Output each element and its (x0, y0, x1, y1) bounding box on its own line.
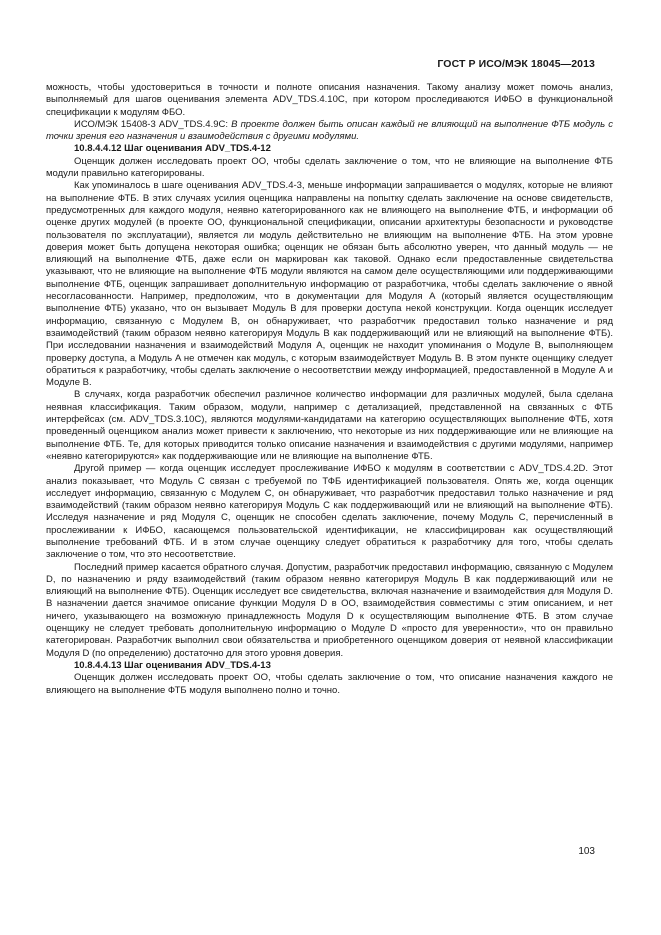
requirement-text: В проекте должен быть описан каждый не влияющий на выполнение ФТБ модуль с точки зрения его назначения и взаимодействия с другими модулями. (46, 118, 613, 143)
paragraph: Оценщик должен исследовать проект ОО, чтобы сделать заключение о том, что не влияющие на выполнение ФТБ модули правильно категорированы. (46, 155, 613, 180)
paragraph: Последний пример касается обратного случая. Допустим, разработчик предоставил информацию, связанную с Модулем D, по назначению и ряду взаимодействий (таким образом неявно категорируя Модуль B как поддерживающий или не влияющий на выполнение ФТБ). Оценщик исследует все свидетельства, включая назначение и взаимодействия для Модуля D. В назначении дается значимое описание функции Модуля D в ОО, взаимодействия совместимы с этим описанием, и нет ничего, указывающего на возможную принадлежность Модуля D к осуществляющим выполнение ФТБ. В этом случае оценщику не следует требовать дополнительную информацию о Модуле D «просто для уверенности», что он правильно категорирован. Разработчик выполнил свои обязательства и приобретенного оценщиком доверия от неявной классификации Модуля D (по определению) достаточно для этого уровня доверия. (46, 561, 613, 659)
requirement-reference: ИСО/МЭК 15408-3 ADV_TDS.4.9C: (74, 118, 232, 130)
paragraph-continuation: можность, чтобы удостовериться в точности и полноте описания назначения. Такому анализу может помочь анализ, выполняемый для шагов оценивания элемента ADV_TDS.4.10C, при котором проследиваются ИФБО в функциональной спецификации к модулям ФБО. (46, 82, 613, 118)
paragraph-requirement (46, 119, 613, 144)
section-heading-13: 10.8.4.4.13 Шаг оценивания ADV_TDS.4-13 (74, 659, 271, 671)
page-number: 103 (578, 846, 595, 857)
paragraph: Оценщик должен исследовать проект ОО, чтобы сделать заключение о том, что описание назначения каждого не влияющего на выполнение ФТБ модуля выполнено полно и точно. (46, 672, 613, 696)
paragraph: Как упоминалось в шаге оценивания ADV_TDS.4-3, меньше информации запрашивается о модулях, которые не влияют на выполнение ФТБ. В этих случаях усилия оценщика направлены на попытку сделать заключение на основе свидетельств, предусмотренных для каждого модуля, неявно категорированного как не влияющего на выполнение ФТБ, и информации об оценке других модулей (в проекте ОО, функциональной спецификации, описании архитектуры безопасности и руководстве пользователя по эксплуатации), является ли модуль действительно не влияющим на выполнение ФТБ. На этом уровне доверия может быть допущена некоторая ошибка; оценщик не обязан быть абсолютно уверен, что данный модуль — не влияющий на выполнение ФТБ, даже если он маркирован как таковой. Однако если предоставленные свидетельства указывают, что не влияющие на выполнение ФТБ модули являются на самом деле осуществляющими или поддерживающими выполнение ФТБ, оценщик запрашивает дополнительную информацию от разработчика, чтобы сделать заключение о явной несогласованности. Например, предположим, что в документации для Модуля A (который является осуществляющим выполнение ФТБ) указано, что он вызывает Модуль B для проверки доступа некой конструкции. Когда оценщик исследует информацию, связанную с Модулем B, он обнаруживает, что разработчик предоставил только назначение и ряд взаимодействий (таким образом неявно категорируя Модуль B как поддерживающий или не влияющий на выполнение ФТБ). При исследовании назначения и взаимодействий Модуля A, оценщик не находит упоминания о Модуле B, выполняющем проверку доступа, а Модуль A не отмечен как модуль, с которым взаимодействует Модуль B. В этом пункте оценщику следует обратиться к разработчику, чтобы сделать заключение о несоответствии между информацией, предоставленной в Модуле A и Модуле B. (46, 180, 613, 389)
section-heading-12: 10.8.4.4.12 Шаг оценивания ADV_TDS.4-12 (74, 143, 271, 155)
standard-header: ГОСТ Р ИСО/МЭК 18045—2013 (437, 58, 595, 70)
paragraph: В случаях, когда разработчик обеспечил различное количество информации для различных модулей, была сделана неявная классификация. Таким образом, модули, например с детализацией, представленной на связанных с ФТБ интерфейсах (см. ADV_TDS.3.10C), являются модулями-кандидатами на категорию осуществляющих выполнение ФТБ, хотя проведенный оценщиком анализ может привести к заключению, что некоторые из них поддерживающие или не влияющие на выполнение ФТБ. Те, для которых приводится только описание назначения и взаимодействия с другими модулями, например «неявно категорируются» как поддерживающие или не влияющие на выполнение ФТБ. (46, 389, 613, 462)
paragraph: Другой пример — когда оценщик исследует прослеживание ИФБО к модулям в соответствии с ADV_TDS.4.2D. Этот анализ показывает, что Модуль C связан с требуемой по ТФБ идентификацией пользователя. Опять же, когда оценщик исследует информацию, связанную с Модулем C, он обнаруживает, что разработчик предоставил только назначение и ряд взаимодействий (таким образом неявно категорируя Модуль C как поддерживающий или не влияющий на выполнение ФТБ). Исследуя назначение и ряд Модуля C, оценщик не способен сделать заключение, почему Модуль C, перечисленный в прослеживании к ИФБО, касающемся пользовательской идентификации, не классифицирован как осуществляющий выполнение требований ФТБ. И в этом случае оценщику следует обратиться к разработчику для того, чтобы сделать заключение о том, что это несоответствие. (46, 463, 613, 561)
document-body (46, 82, 613, 697)
